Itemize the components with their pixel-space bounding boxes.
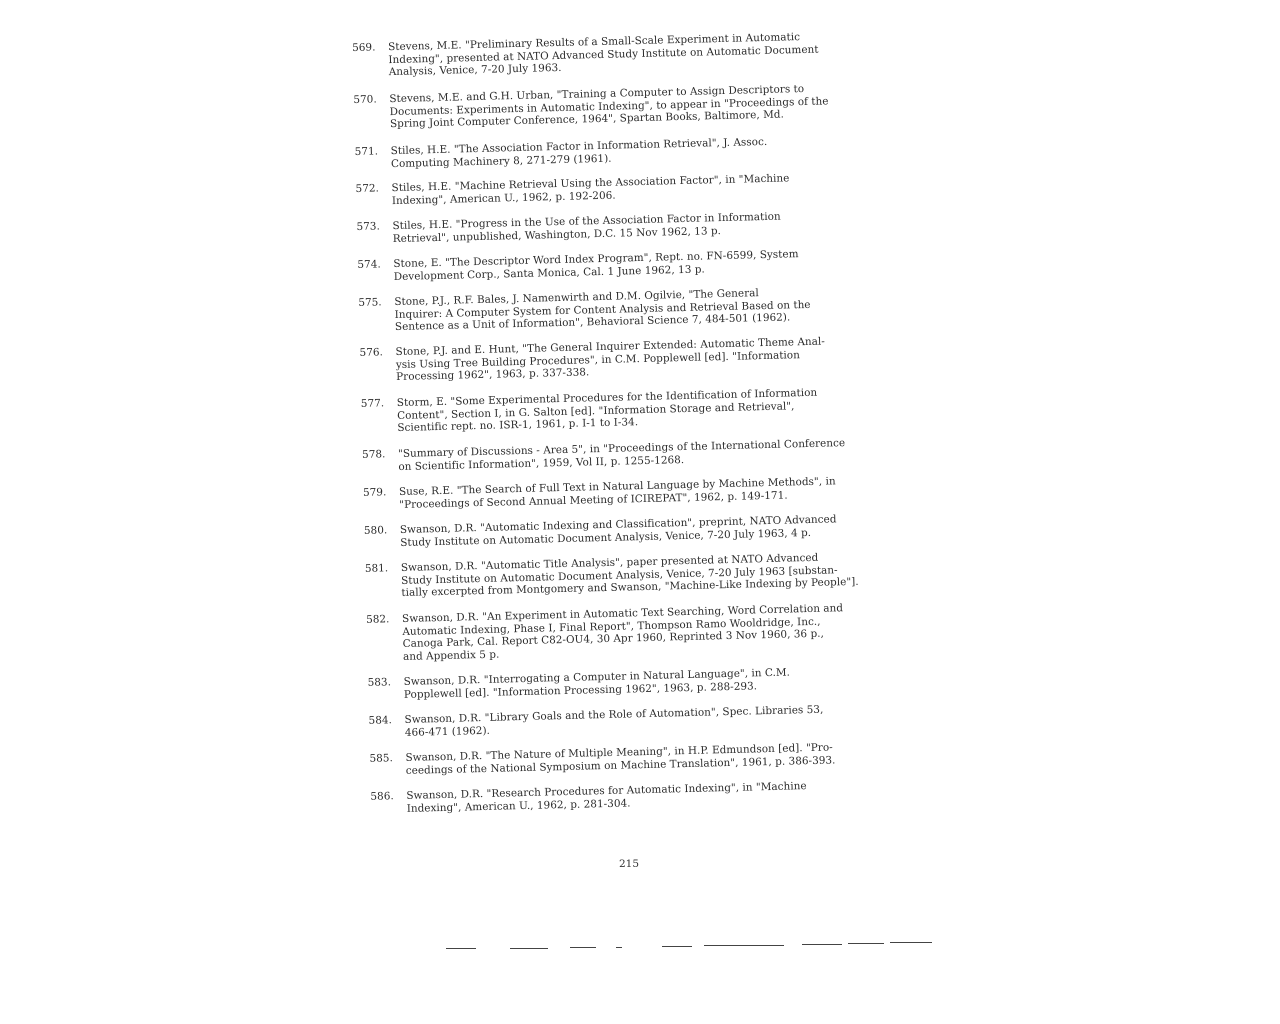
reference-number: 584. [368,714,393,727]
reference-number: 576. [359,346,384,359]
reference-text: Swanson, D.R. "Library Goals and the Role of Automation", Spec. Libraries 53, 466-471 (1962). [404,703,824,739]
reference-number: 579. [362,486,387,499]
scan-mark [802,944,842,945]
reference-number: 577. [360,397,385,410]
reference-text: Swanson, D.R. "Automatic Title Analysis", paper presented at NATO Advanced Study Institute on Automatic Document Analysis, Venice, 7-20 July 1963 [substan- tially excerpted from Montgomery and Swanson, "Machine-Like Indexing by People"]. [400,551,859,600]
reference-text: Stone, P.J., R.F. Bales, J. Namenwirth and D.M. Ogilvie, "The General Inquirer: A Computer System for Content Analysis and Retrieval Based on the Sentence as a Unit of Information", Behavioral Science 7, 484-501 (1962). [394,287,811,334]
reference-text: Swanson, D.R. "An Experiment in Automatic Text Searching, Word Correlation and Automatic Indexing, Phase I, Final Report", Thompson Ramo Wooldridge, Inc., Canoga Park, Cal. Report C82-OU4, 30 Apr 1960, Reprinted 3 Nov 1960, 36 p., and Appendix 5 p. [401,602,844,663]
reference-list [352,29,911,821]
reference-text: Stiles, H.E. "The Association Factor in Information Retrieval", J. Assoc. Computing Machinery 8, 271-279 (1961). [390,135,768,170]
reference-number: 585. [369,752,394,765]
reference-number: 571. [354,145,379,158]
reference-text: Stone, E. "The Descriptor Word Index Program", Rept. no. FN-6599, System Development Corp., Santa Monica, Cal. 1 June 1962, 13 p. [393,248,799,283]
scan-mark [848,943,884,944]
reference-number: 572. [355,182,380,195]
reference-text: Stevens, M.E. and G.H. Urban, "Training a Computer to Assign Descriptors to Documents: Experiments in Automatic Indexing", to appear in "Proceedings of the Spring Joint Computer Conference, 1964", Spartan Books, Baltimore, Md. [389,82,829,131]
scan-edge-marks [440,934,940,954]
reference-text: Swanson, D.R. "Automatic Indexing and Classification", preprint, NATO Advanced Study Institute on Automatic Document Analysis, Venice, 7-20 July 1963, 4 p. [399,513,837,549]
reference-text: Swanson, D.R. "The Nature of Multiple Meaning", in H.P. Edmundson [ed]. "Pro- ceedings of the National Symposium on Machine Translation", 1961, p. 386-393. [405,741,836,777]
scan-mark [662,946,692,947]
scan-mark [616,947,622,948]
reference-number: 573. [356,220,381,233]
reference-text: Swanson, D.R. "Research Procedures for Automatic Indexing", in "Machine Indexing", American U., 1962, p. 281-304. [406,780,807,815]
reference-text: Stone, P.J. and E. Hunt, "The General Inquirer Extended: Automatic Theme Anal- ysis Using Tree Building Procedures", in C.M. Popplewell [ed]. "Information Processing 1962", 1963, p. 337-338. [395,335,826,384]
reference-text: Swanson, D.R. "Interrogating a Computer in Natural Language", in C.M. Popplewell [ed]. "Information Processing 1962", 1963, p. 288-293. [403,666,791,701]
reference-text: "Summary of Discussions - Area 5", in "Proceedings of the International Conference on Scientific Information", 1959, Vol II, p. 1255-1268. [397,437,846,473]
reference-text: Suse, R.E. "The Search of Full Text in Natural Language by Machine Methods", in "Proceedings of Second Annual Meeting of ICIREPAT", 1962, p. 149-171. [398,475,836,511]
reference-text: Stiles, H.E. "Machine Retrieval Using the Association Factor", in "Machine Indexing", American U., 1962, p. 192-206. [391,172,790,207]
reference-number: 583. [367,676,392,689]
scan-mark [446,948,476,949]
reference-text: Stevens, M.E. "Preliminary Results of a Small-Scale Experiment in Automatic Indexing", presented at NATO Advanced Study Institute on Automatic Document Analysis, Venice, 7-20 July 1963. [387,31,819,79]
reference-number: 580. [363,524,388,537]
scan-mark [890,942,932,943]
scan-mark [570,947,596,948]
reference-number: 586. [370,790,394,803]
page-number: 215 [618,858,640,870]
scan-mark [510,948,548,949]
reference-number: 581. [364,562,389,575]
reference-number: 575. [358,296,382,309]
reference-number: 582. [365,613,390,626]
scan-mark [704,945,784,946]
reference-text: Storm, E. "Some Experimental Procedures for the Identification of Information Content", Section I, in G. Salton [ed]. "Information Storage and Retrieval", Scientific rept. no. ISR-1, 1961, p. I-1 to I-34. [396,386,818,435]
reference-number: 570. [353,93,377,106]
reference-number: 574. [357,258,381,271]
reference-text: Stiles, H.E. "Progress in the Use of the Association Factor in Information Retrieval", unpublished, Washington, D.C. 15 Nov 1962, 13 p. [392,210,781,245]
reference-number: 569. [352,41,376,54]
reference-number: 578. [361,448,386,461]
